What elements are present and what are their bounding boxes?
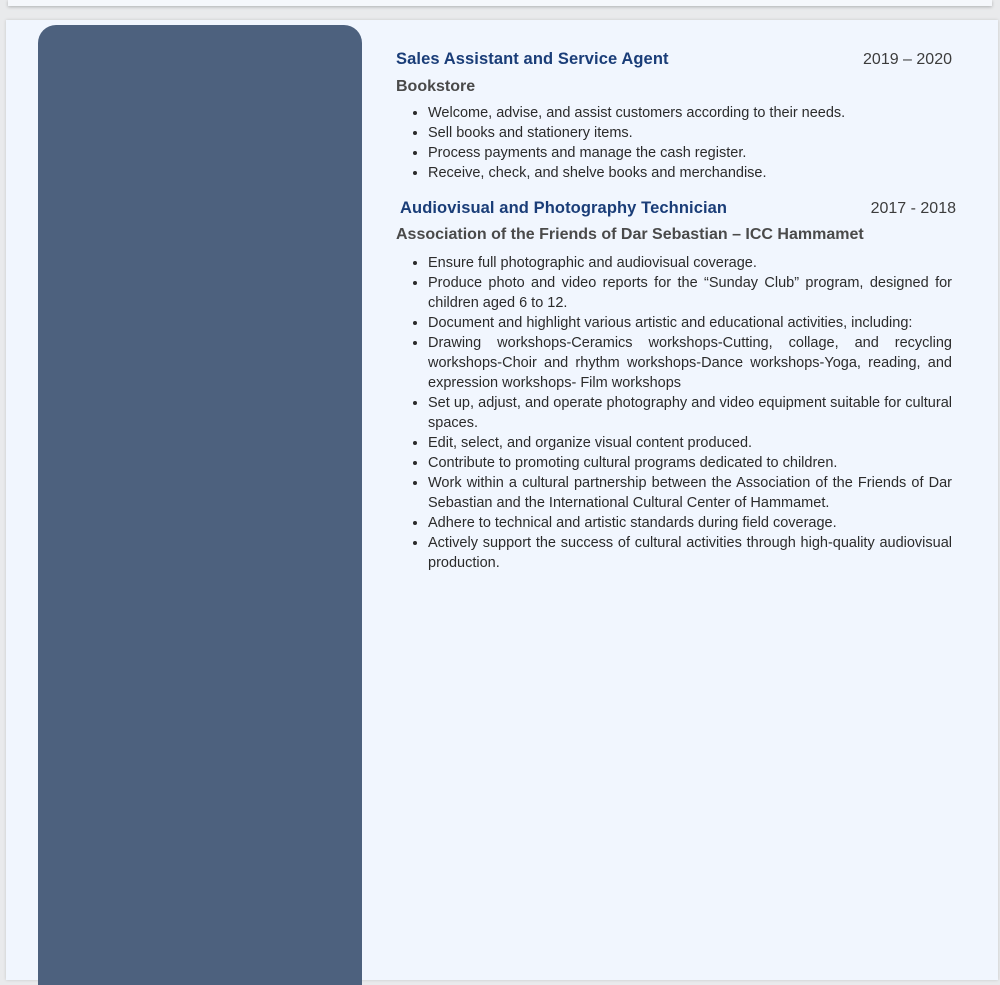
duty-item: • Set up, adjust, and operate photography and video equipment suitable for cultural spaces.: [428, 393, 952, 433]
job-company: Association of the Friends of Dar Sebastian – ICC Hammamet: [396, 226, 864, 243]
previous-page-edge: [8, 0, 992, 6]
duty-item: • Work within a cultural partnership between the Association of the Friends of Dar Sebastian and the International Cultural Center of Hammamet.: [428, 473, 952, 513]
duty-item: • Document and highlight various artistic and educational activities, including:: [428, 313, 952, 333]
duty-item: • Receive, check, and shelve books and merchandise.: [428, 163, 868, 183]
duty-item: • Edit, select, and organize visual content produced.: [428, 433, 952, 453]
duty-item: • Actively support the success of cultural activities through high-quality audiovisual production.: [428, 533, 952, 573]
duty-item: • Ensure full photographic and audiovisual coverage.: [428, 253, 952, 273]
job-entry: [396, 50, 952, 183]
duty-item: • Welcome, advise, and assist customers according to their needs.: [428, 103, 868, 123]
duty-item: • Adhere to technical and artistic standards during field coverage.: [428, 513, 952, 533]
job-header: [396, 50, 952, 69]
duty-item: • Produce photo and video reports for the “Sunday Club” program, designed for children aged 6 to 12.: [428, 273, 952, 313]
duty-item: • Contribute to promoting cultural programs dedicated to children.: [428, 453, 952, 473]
duty-item: • Process payments and manage the cash register.: [428, 143, 868, 163]
resume-page: [6, 20, 998, 980]
job-header: [396, 199, 956, 218]
job-duties-list: [396, 103, 868, 183]
job-company: Bookstore: [396, 78, 476, 95]
job-dates: 2019 – 2020: [863, 51, 952, 68]
duty-item: • Drawing workshops-Ceramics workshops-Cutting, collage, and recycling workshops-Choir and rhythm workshops-Dance workshops-Yoga, reading, and expression workshops- Film workshops: [428, 333, 952, 393]
experience-section: [396, 50, 956, 573]
job-title: Sales Assistant and Service Agent: [396, 50, 669, 68]
job-title: Audiovisual and Photography Technician: [400, 199, 728, 217]
job-entry: [396, 199, 956, 573]
job-dates: 2017 - 2018: [870, 200, 956, 217]
duty-item: • Sell books and stationery items.: [428, 123, 868, 143]
resume-sidebar: [38, 25, 362, 985]
job-duties-list: [396, 253, 952, 573]
